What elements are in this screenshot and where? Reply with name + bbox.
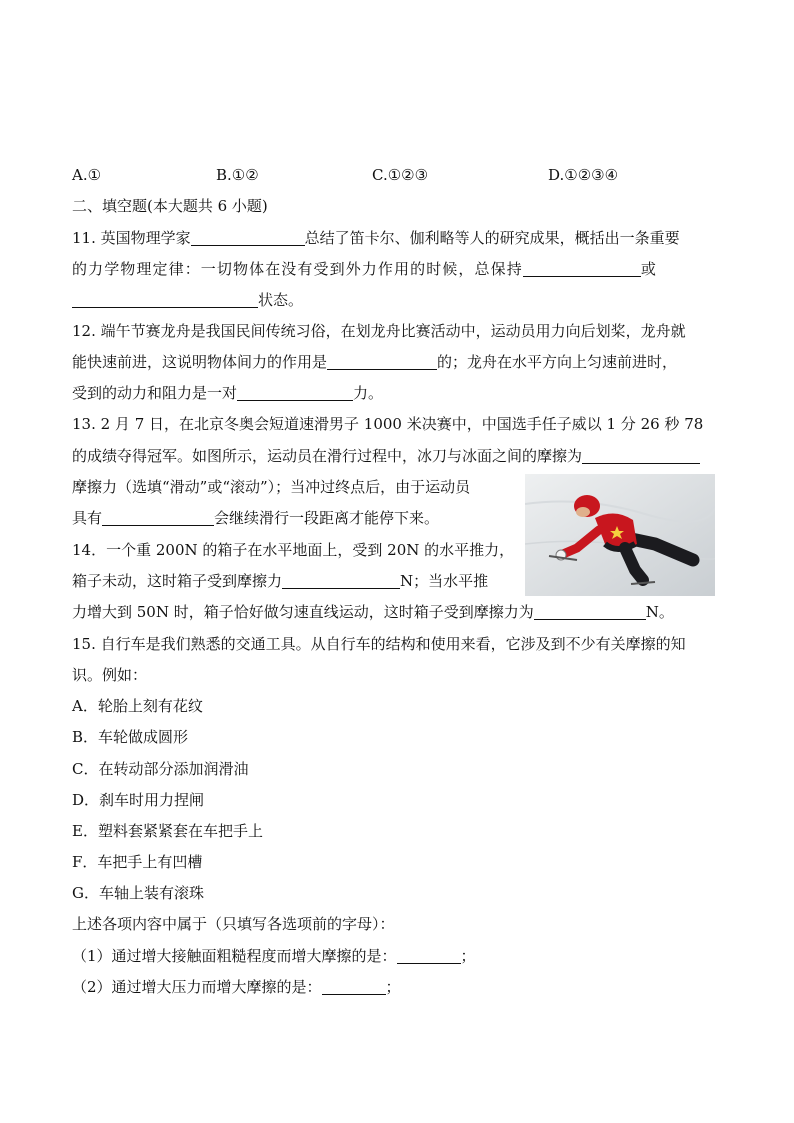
option-d: D.①②③④ [548,166,619,184]
q15-sub-2 [72,977,401,997]
option-b: B.①② [216,166,259,184]
answer-blank[interactable] [582,447,700,464]
q13-line-2 [72,446,700,466]
q15-option-e: E．塑料套紧紧套在车把手上 [72,822,263,840]
q11-text: 或 [640,260,657,278]
q12-text: 的；龙舟在水平方向上匀速前进时， [437,353,678,371]
option-c: C.①②③ [372,166,429,184]
answer-blank[interactable] [523,260,641,277]
q13-text: 具有 [72,509,103,527]
q11-text: 的力学物理定律：一切物体在没有受到外力作用的时候，总保持 [72,260,523,278]
answer-blank[interactable] [397,947,461,964]
q15-option-b: B．车轮做成圆形 [72,728,189,746]
q15-option-c: C．在转动部分添加润滑油 [72,760,249,778]
q12-line-3 [72,383,383,403]
q11-text: 状态。 [258,291,304,309]
answer-blank[interactable] [72,291,258,308]
q15-text: ； [460,947,476,965]
q15-text: ； [385,978,401,996]
q15-text: （2）通过增大压力而增大摩擦的是： [72,978,322,996]
q12-text: 能快速前进，这说明物体间力的作用是 [72,353,328,371]
q13-text: 会继续滑行一段距离才能停下来。 [214,509,440,527]
q11-line-1 [72,228,680,248]
q14-line-1: 14．一个重 200N 的箱子在水平地面上，受到 20N 的水平推力， [72,541,515,559]
q15-option-g: G．车轴上装有滚珠 [72,884,204,902]
q15-line-1: 15. 自行车是我们熟悉的交通工具。从自行车的结构和使用来看，它涉及到不少有关摩擦的知 [72,635,686,653]
q15-option-f: F．车把手上有凹槽 [72,853,203,871]
q14-line-3 [72,602,674,622]
q15-instruction: 上述各项内容中属于（只填写各选项前的字母）： [72,915,395,933]
answer-blank[interactable] [534,603,646,620]
q14-text: 箱子未动，这时箱子受到摩擦力 [72,572,283,590]
answer-blank[interactable] [322,978,386,995]
skater-illustration [525,474,715,596]
q12-line-2 [72,352,677,372]
q15-sub-1 [72,946,476,966]
q11-line-2 [72,259,657,279]
q11-line-3 [72,290,303,310]
answer-blank[interactable] [327,353,437,370]
answer-blank[interactable] [237,384,353,401]
q11-text: 总结了笛卡尔、伽利略等人的研究成果，概括出一条重要 [304,229,680,247]
q14-text: N；当水平推 [400,572,489,590]
q13-line-4 [72,508,439,528]
option-a: A.① [72,166,102,184]
q13-text: 的成绩夺得冠军。如图所示，运动员在滑行过程中，冰刀与冰面之间的摩擦为 [72,447,583,465]
q12-text: 受到的动力和阻力是一对 [72,384,238,402]
q15-line-2: 识。例如： [72,666,148,684]
q14-text: N。 [645,603,674,621]
q12-text: 力。 [353,384,384,402]
q14-text: 力增大到 50N 时，箱子恰好做匀速直线运动，这时箱子受到摩擦力为 [72,603,534,621]
q15-text: （1）通过增大接触面粗糙程度而增大摩擦的是： [72,947,397,965]
q12-line-1: 12. 端午节赛龙舟是我国民间传统习俗，在划龙舟比赛活动中，运动员用力向后划桨，龙舟就 [72,322,686,340]
answer-blank[interactable] [102,509,214,526]
q13-line-3: 摩擦力（选填“滑动”或“滚动”）；当冲过终点后，由于运动员 [72,478,471,496]
answer-blank[interactable] [191,229,305,246]
answer-blank[interactable] [282,572,400,589]
section-title: 二、填空题(本大题共 6 小题) [72,197,268,215]
q14-line-2 [72,571,488,591]
q15-option-a: A．轮胎上刻有花纹 [72,697,203,715]
q15-option-d: D．刹车时用力捏闸 [72,791,205,809]
speed-skater-photo [525,474,715,596]
q13-line-1: 13. 2 月 7 日，在北京冬奥会短道速滑男子 1000 米决赛中，中国选手任子威以 1 分 26 秒 78 [72,415,704,433]
q11-text: 11. 英国物理学家 [72,229,191,247]
